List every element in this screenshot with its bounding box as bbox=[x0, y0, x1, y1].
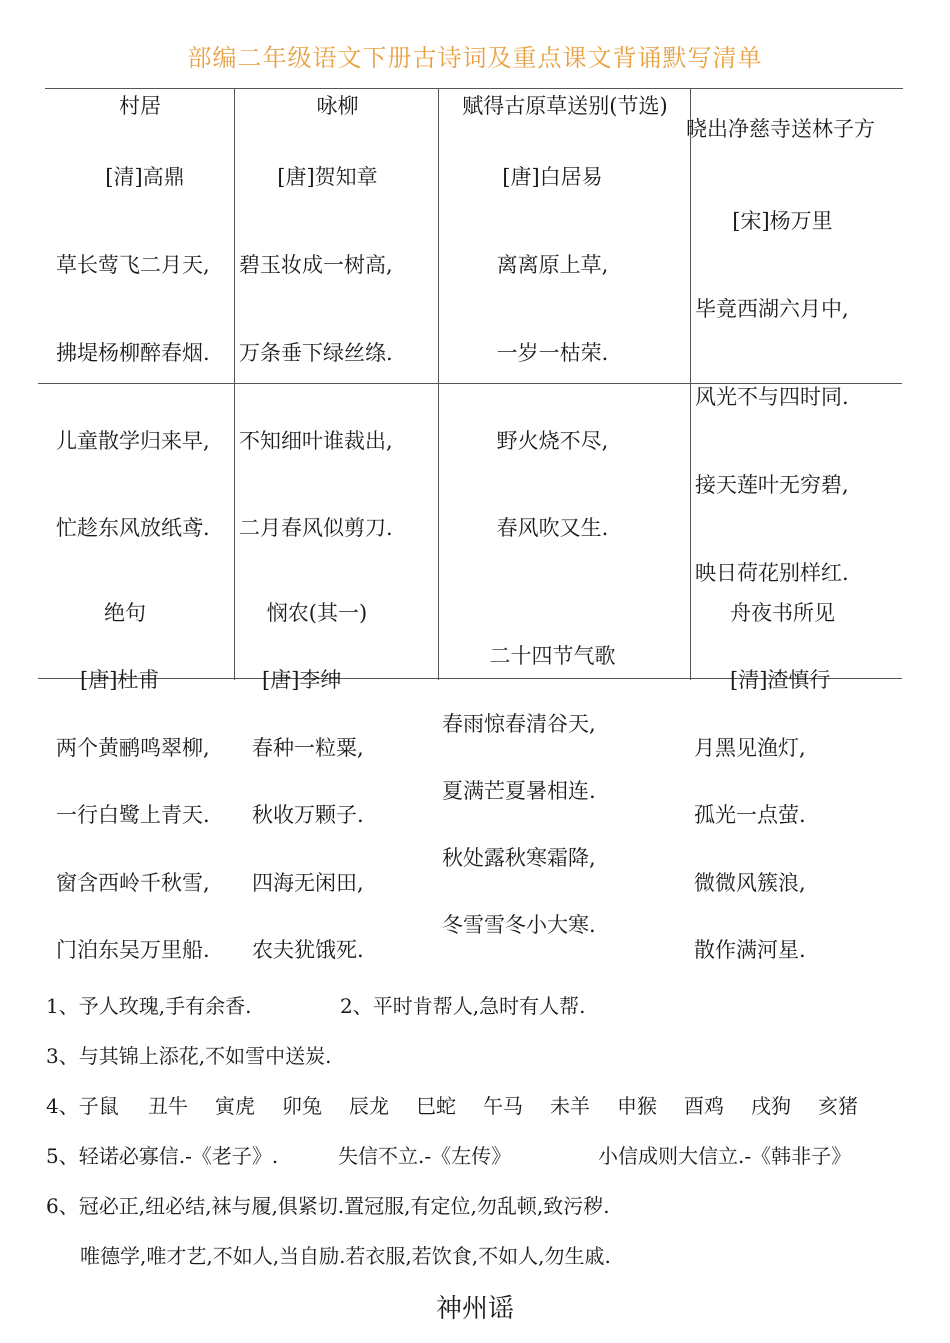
poem-fude-line: 一岁一枯荣. bbox=[496, 341, 609, 365]
note-6b: 唯德学,唯才艺,不如人,当自励.若衣服,若饮食,不如人,勿生戚. bbox=[80, 1244, 611, 1268]
poem-zhouye-line: 散作满河星. bbox=[694, 938, 806, 962]
page-title: 部编二年级语文下册古诗词及重点课文背诵默写清单 bbox=[187, 44, 763, 72]
poem-minnong-line: 农夫犹饿死. bbox=[252, 938, 364, 962]
poem-cunju-line: 忙趁东风放纸鸢. bbox=[56, 516, 210, 540]
poem-fude-author: [唐]白居易 bbox=[502, 165, 603, 189]
poem-xiaochu-author: [宋]杨万里 bbox=[732, 209, 833, 233]
poem-zhouye-author: [清]渣慎行 bbox=[730, 668, 831, 692]
note-1: 1、予人玫瑰,手有余香. bbox=[46, 994, 252, 1018]
poem-yongliu-line: 万条垂下绿丝绦. bbox=[239, 341, 393, 365]
poem-jieqi-line: 秋处露秋寒霜降, bbox=[442, 846, 596, 870]
poem-jueju-author: [唐]杜甫 bbox=[80, 668, 160, 692]
poem-jueju-title: 绝句 bbox=[104, 601, 146, 625]
note-2: 2、平时肯帮人,急时有人帮. bbox=[340, 994, 586, 1018]
note-5a: 5、轻诺必寡信.-《老子》. bbox=[46, 1144, 279, 1168]
note-6a: 6、冠必正,纽必结,袜与履,俱紧切.置冠服,有定位,勿乱顿,致污秽. bbox=[46, 1194, 610, 1218]
note-4-zodiac: 4、子鼠 bbox=[46, 1094, 119, 1118]
poem-fude-title: 赋得古原草送别(节选) bbox=[462, 94, 668, 118]
poem-cunju-line: 草长莺飞二月天, bbox=[56, 253, 210, 277]
column-divider-2 bbox=[438, 88, 439, 680]
column-divider-3 bbox=[690, 88, 691, 680]
poem-yongliu-line: 碧玉妆成一树高, bbox=[239, 253, 393, 277]
poem-fude-line: 离离原上草, bbox=[496, 253, 609, 277]
poem-yongliu-line: 二月春风似剪刀. bbox=[239, 516, 393, 540]
poem-minnong-line: 春种一粒粟, bbox=[252, 736, 364, 760]
poem-cunju-line: 拂堤杨柳醉春烟. bbox=[56, 341, 210, 365]
poem-jieqi-title: 二十四节气歌 bbox=[489, 644, 616, 668]
note-4-zodiac: 戌狗 bbox=[751, 1094, 791, 1118]
poem-jieqi-line: 冬雪雪冬小大寒. bbox=[442, 913, 596, 937]
poem-minnong-title: 悯农(其一) bbox=[266, 601, 368, 625]
poem-minnong-line: 秋收万颗子. bbox=[252, 803, 364, 827]
table-top-border bbox=[45, 88, 903, 89]
poem-cunju-author: [清]高鼎 bbox=[105, 165, 185, 189]
note-4-zodiac: 亥猪 bbox=[818, 1094, 858, 1118]
poem-xiaochu-line: 风光不与四时同. bbox=[695, 385, 849, 409]
note-4-zodiac: 丑牛 bbox=[148, 1094, 188, 1118]
poem-yongliu-author: [唐]贺知章 bbox=[277, 165, 378, 189]
poem-zhouye-line: 微微风簇浪, bbox=[694, 871, 806, 895]
poem-minnong-author: [唐]李绅 bbox=[262, 668, 342, 692]
poem-jueju-line: 门泊东吴万里船. bbox=[56, 938, 210, 962]
poem-jueju-line: 两个黄鹂鸣翠柳, bbox=[56, 736, 210, 760]
poem-yongliu-line: 不知细叶谁裁出, bbox=[239, 429, 393, 453]
poem-jieqi-line: 春雨惊春清谷天, bbox=[442, 712, 596, 736]
poem-fude-line: 野火烧不尽, bbox=[496, 429, 609, 453]
poem-zhouye-line: 孤光一点萤. bbox=[694, 803, 806, 827]
poem-xiaochu-line: 映日荷花别样红. bbox=[695, 561, 849, 585]
note-4-zodiac: 卯兔 bbox=[282, 1094, 322, 1118]
note-4-zodiac: 申猴 bbox=[617, 1094, 657, 1118]
note-4-zodiac: 午马 bbox=[483, 1094, 523, 1118]
note-4-zodiac: 寅虎 bbox=[215, 1094, 255, 1118]
note-4-zodiac: 酉鸡 bbox=[684, 1094, 724, 1118]
poem-fude-line: 春风吹又生. bbox=[496, 516, 609, 540]
poem-jieqi-line: 夏满芒夏暑相连. bbox=[442, 779, 596, 803]
section-title-shenzhouyao: 神州谣 bbox=[435, 1294, 514, 1324]
poem-zhouye-line: 月黑见渔灯, bbox=[694, 736, 806, 760]
poem-minnong-line: 四海无闲田, bbox=[252, 871, 364, 895]
note-4-zodiac: 未羊 bbox=[550, 1094, 590, 1118]
poem-xiaochu-line: 接天莲叶无穷碧, bbox=[695, 473, 849, 497]
poem-yongliu-title: 咏柳 bbox=[316, 94, 359, 118]
poem-cunju-line: 儿童散学归来早, bbox=[56, 429, 210, 453]
poem-xiaochu-line: 毕竟西湖六月中, bbox=[695, 297, 849, 321]
poem-xiaochu-title: 晓出净慈寺送林子方 bbox=[686, 117, 875, 141]
poem-cunju-title: 村居 bbox=[119, 94, 161, 118]
note-3: 3、与其锦上添花,不如雪中送炭. bbox=[46, 1044, 332, 1068]
poem-jueju-line: 窗含西岭千秋雪, bbox=[56, 871, 210, 895]
poem-jueju-line: 一行白鹭上青天. bbox=[56, 803, 210, 827]
poem-zhouye-title: 舟夜书所见 bbox=[730, 601, 835, 625]
note-5c: 小信成则大信立.-《韩非子》 bbox=[598, 1144, 852, 1168]
note-4-zodiac: 辰龙 bbox=[349, 1094, 389, 1118]
note-5b: 失信不立.-《左传》 bbox=[338, 1144, 512, 1168]
note-4-zodiac: 巳蛇 bbox=[416, 1094, 456, 1118]
